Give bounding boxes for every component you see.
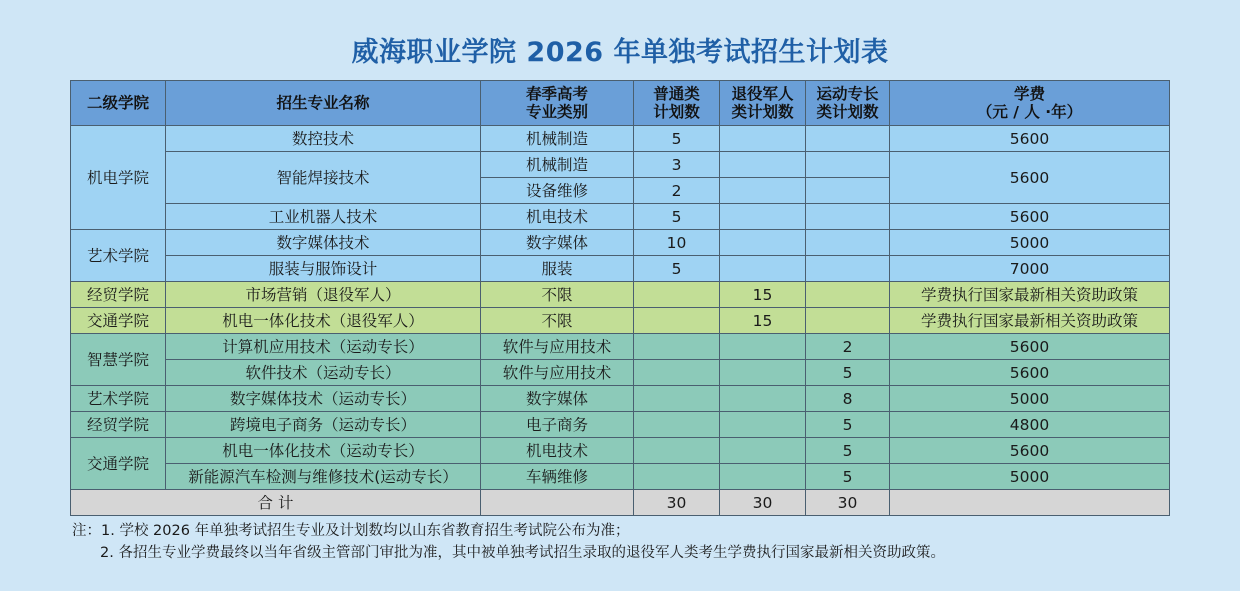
veteran-count-cell bbox=[720, 360, 806, 386]
table-row bbox=[71, 230, 1170, 256]
category-cell: 数字媒体 bbox=[481, 230, 634, 256]
regular-count-cell: 10 bbox=[634, 230, 720, 256]
veteran-count-cell bbox=[720, 126, 806, 152]
sports-count-cell bbox=[806, 178, 890, 204]
regular-count-cell bbox=[634, 438, 720, 464]
sports-count-cell bbox=[806, 230, 890, 256]
table-row bbox=[71, 152, 1170, 178]
header-category bbox=[481, 81, 634, 126]
header-veteran-line1: 退役军人 bbox=[731, 85, 794, 103]
enrollment-plan-table bbox=[70, 80, 1170, 516]
table-row bbox=[71, 360, 1170, 386]
major-cell: 数控技术 bbox=[166, 126, 481, 152]
fee-cell: 5600 bbox=[890, 360, 1170, 386]
header-fee-line1: 学费 bbox=[1013, 85, 1045, 103]
regular-count-cell bbox=[634, 464, 720, 490]
regular-count-cell: 5 bbox=[634, 204, 720, 230]
fee-cell: 学费执行国家最新相关资助政策 bbox=[890, 282, 1170, 308]
major-cell: 新能源汽车检测与维修技术(运动专长） bbox=[166, 464, 481, 490]
regular-count-cell bbox=[634, 360, 720, 386]
page-title: 威海职业学院 2026 年单独考试招生计划表 bbox=[351, 37, 889, 68]
category-cell: 数字媒体 bbox=[481, 386, 634, 412]
veteran-count-cell bbox=[720, 230, 806, 256]
total-row bbox=[71, 490, 1170, 516]
table-row bbox=[71, 438, 1170, 464]
sports-count-cell: 5 bbox=[806, 438, 890, 464]
header-sports-line2: 类计划数 bbox=[816, 103, 879, 121]
regular-count-cell: 3 bbox=[634, 152, 720, 178]
total-veteran-cell: 30 bbox=[720, 490, 806, 516]
category-cell: 电子商务 bbox=[481, 412, 634, 438]
total-category-cell bbox=[481, 490, 634, 516]
header-category-line1: 春季高考 bbox=[525, 85, 588, 103]
veteran-count-cell bbox=[720, 256, 806, 282]
college-cell: 经贸学院 bbox=[71, 282, 166, 308]
total-regular-cell: 30 bbox=[634, 490, 720, 516]
fee-cell: 学费执行国家最新相关资助政策 bbox=[890, 308, 1170, 334]
table-row bbox=[71, 204, 1170, 230]
category-cell: 机电技术 bbox=[481, 204, 634, 230]
sports-count-cell: 5 bbox=[806, 464, 890, 490]
veteran-count-cell bbox=[720, 178, 806, 204]
sports-count-cell bbox=[806, 256, 890, 282]
table-row bbox=[71, 412, 1170, 438]
veteran-count-cell bbox=[720, 386, 806, 412]
sports-count-cell bbox=[806, 308, 890, 334]
header-row bbox=[71, 81, 1170, 126]
table-row bbox=[71, 308, 1170, 334]
major-cell: 机电一体化技术（运动专长） bbox=[166, 438, 481, 464]
fee-cell: 4800 bbox=[890, 412, 1170, 438]
veteran-count-cell: 15 bbox=[720, 308, 806, 334]
header-fee-line2: （元 / 人 ·年） bbox=[976, 103, 1083, 121]
regular-count-cell: 5 bbox=[634, 126, 720, 152]
major-cell: 服装与服饰设计 bbox=[166, 256, 481, 282]
major-cell: 软件技术（运动专长） bbox=[166, 360, 481, 386]
fee-cell: 5000 bbox=[890, 230, 1170, 256]
category-cell: 车辆维修 bbox=[481, 464, 634, 490]
header-sports-line1: 运动专长 bbox=[816, 85, 879, 103]
major-cell: 机电一体化技术（退役军人） bbox=[166, 308, 481, 334]
header-regular bbox=[634, 81, 720, 126]
table-row bbox=[71, 126, 1170, 152]
header-regular-line2: 计划数 bbox=[653, 103, 700, 121]
fee-cell: 5600 bbox=[890, 204, 1170, 230]
fee-cell: 5000 bbox=[890, 464, 1170, 490]
college-cell: 智慧学院 bbox=[71, 334, 166, 386]
veteran-count-cell bbox=[720, 412, 806, 438]
major-cell: 跨境电子商务（运动专长） bbox=[166, 412, 481, 438]
major-cell: 数字媒体技术 bbox=[166, 230, 481, 256]
major-cell: 工业机器人技术 bbox=[166, 204, 481, 230]
category-cell: 机械制造 bbox=[481, 152, 634, 178]
veteran-count-cell bbox=[720, 152, 806, 178]
veteran-count-cell bbox=[720, 438, 806, 464]
category-cell: 服装 bbox=[481, 256, 634, 282]
header-veteran bbox=[720, 81, 806, 126]
college-cell: 交通学院 bbox=[71, 308, 166, 334]
category-cell: 设备维修 bbox=[481, 178, 634, 204]
major-cell: 计算机应用技术（运动专长） bbox=[166, 334, 481, 360]
header-regular-line1: 普通类 bbox=[653, 85, 700, 103]
category-cell: 软件与应用技术 bbox=[481, 360, 634, 386]
college-cell: 经贸学院 bbox=[71, 412, 166, 438]
table-row bbox=[71, 256, 1170, 282]
sports-count-cell bbox=[806, 204, 890, 230]
veteran-count-cell bbox=[720, 464, 806, 490]
regular-count-cell bbox=[634, 386, 720, 412]
sports-count-cell: 2 bbox=[806, 334, 890, 360]
category-cell: 机电技术 bbox=[481, 438, 634, 464]
total-label: 合 计 bbox=[71, 490, 481, 516]
total-fee-cell bbox=[890, 490, 1170, 516]
footnote-1: 注：1. 学校 2026 年单独考试招生专业及计划数均以山东省教育招生考试院公布为准； bbox=[72, 523, 630, 539]
college-cell: 机电学院 bbox=[71, 126, 166, 230]
college-cell: 交通学院 bbox=[71, 438, 166, 490]
college-cell: 艺术学院 bbox=[71, 386, 166, 412]
fee-cell: 5600 bbox=[890, 126, 1170, 152]
sports-count-cell bbox=[806, 126, 890, 152]
sports-count-cell: 5 bbox=[806, 412, 890, 438]
fee-cell: 5600 bbox=[890, 438, 1170, 464]
veteran-count-cell: 15 bbox=[720, 282, 806, 308]
major-cell: 智能焊接技术 bbox=[166, 152, 481, 204]
header-sports bbox=[806, 81, 890, 126]
fee-cell: 5600 bbox=[890, 334, 1170, 360]
category-cell: 软件与应用技术 bbox=[481, 334, 634, 360]
header-fee bbox=[890, 81, 1170, 126]
veteran-count-cell bbox=[720, 204, 806, 230]
regular-count-cell: 2 bbox=[634, 178, 720, 204]
header-veteran-line2: 类计划数 bbox=[731, 103, 794, 121]
fee-cell: 7000 bbox=[890, 256, 1170, 282]
regular-count-cell bbox=[634, 334, 720, 360]
table-row bbox=[71, 464, 1170, 490]
header-college: 二级学院 bbox=[71, 81, 166, 126]
footnote-2: 2. 各招生专业学费最终以当年省级主管部门审批为准，其中被单独考试招生录取的退役军人类考生学费执行国家最新相关资助政策。 bbox=[100, 545, 945, 561]
category-cell: 不限 bbox=[481, 282, 634, 308]
table-row bbox=[71, 282, 1170, 308]
college-cell: 艺术学院 bbox=[71, 230, 166, 282]
total-sports-cell: 30 bbox=[806, 490, 890, 516]
table-row bbox=[71, 334, 1170, 360]
fee-cell: 5000 bbox=[890, 386, 1170, 412]
fee-cell: 5600 bbox=[890, 152, 1170, 204]
regular-count-cell: 5 bbox=[634, 256, 720, 282]
regular-count-cell bbox=[634, 282, 720, 308]
header-major: 招生专业名称 bbox=[166, 81, 481, 126]
category-cell: 机械制造 bbox=[481, 126, 634, 152]
major-cell: 数字媒体技术（运动专长） bbox=[166, 386, 481, 412]
sports-count-cell bbox=[806, 152, 890, 178]
regular-count-cell bbox=[634, 308, 720, 334]
table-row bbox=[71, 386, 1170, 412]
sports-count-cell: 8 bbox=[806, 386, 890, 412]
header-category-line2: 专业类别 bbox=[525, 103, 588, 121]
category-cell: 不限 bbox=[481, 308, 634, 334]
sports-count-cell bbox=[806, 282, 890, 308]
major-cell: 市场营销（退役军人） bbox=[166, 282, 481, 308]
veteran-count-cell bbox=[720, 334, 806, 360]
regular-count-cell bbox=[634, 412, 720, 438]
sports-count-cell: 5 bbox=[806, 360, 890, 386]
